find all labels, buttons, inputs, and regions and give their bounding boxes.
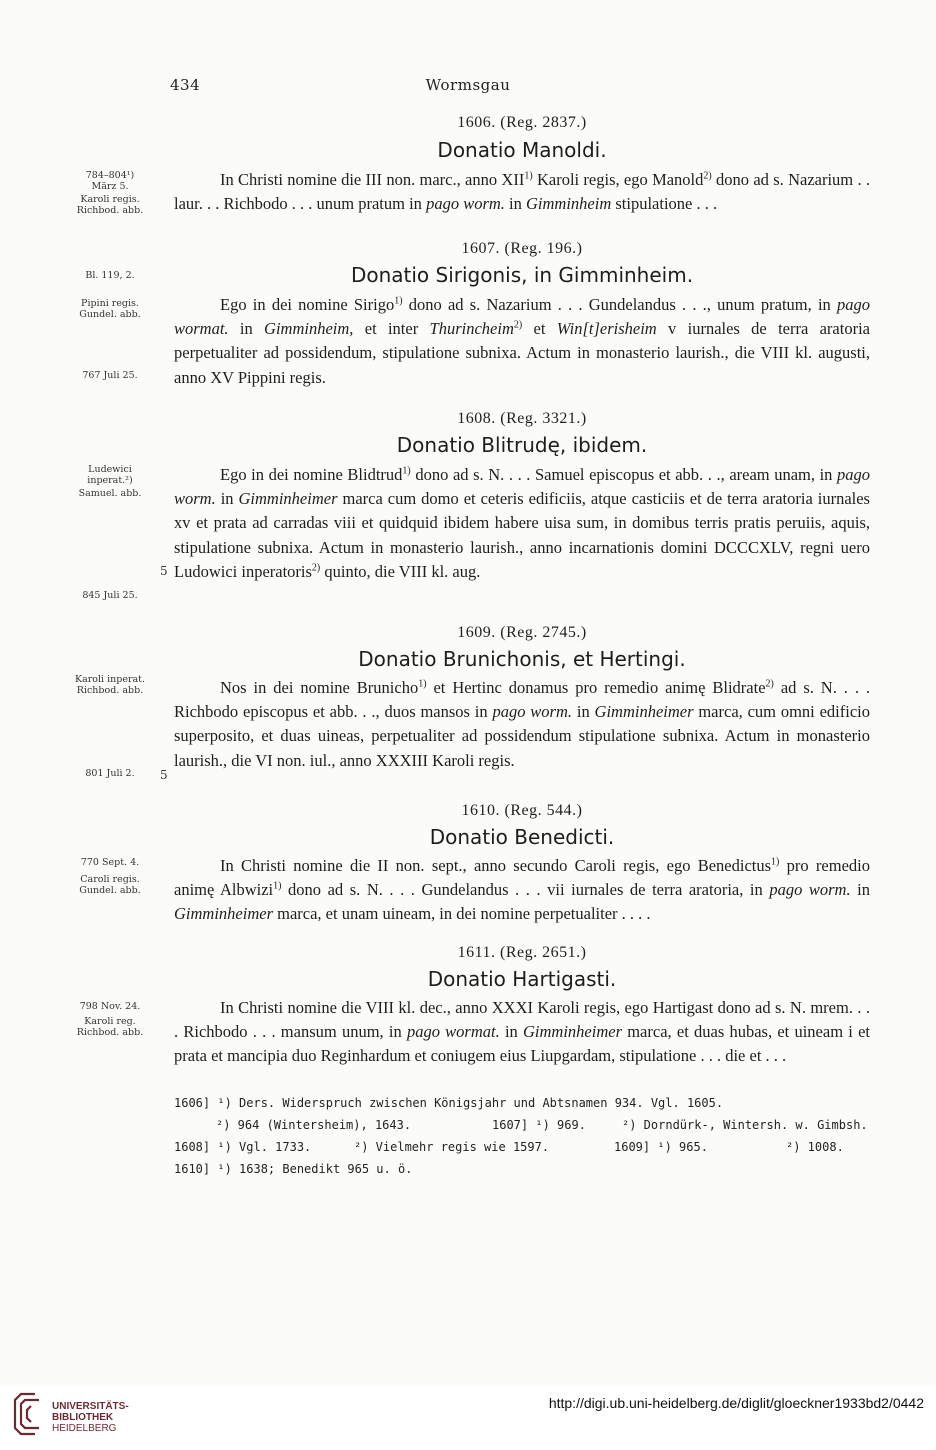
page-number: 434 (170, 76, 201, 94)
footnote-1608-2: ²) Vielmehr regis wie 1597. (354, 1140, 550, 1154)
footnote-1606-1: 1606] ¹) Ders. Widerspruch zwischen Königsjahr und Abtsnamen 934. Vgl. 1605. (174, 1096, 724, 1110)
margin-date-1609: 801 Juli 2. (85, 768, 135, 779)
entry-reg-1610: 1610. (Reg. 544.) (461, 802, 583, 819)
entry-title-1609: Donatio Brunichonis, et Hertingi. (358, 647, 686, 671)
footnote-1606-2: ²) 964 (Wintersheim), 1643. (216, 1118, 412, 1132)
entry-reg-1607: 1607. (Reg. 196.) (461, 240, 583, 257)
running-title: Wormsgau (425, 76, 511, 94)
entry-title-1610: Donatio Benedicti. (429, 825, 615, 849)
margin-note-1609: Karoli inperat. Richbod. abb. (74, 674, 146, 696)
entry-title-1608: Donatio Blitrudę, ibidem. (396, 433, 648, 457)
footnotes (174, 1092, 874, 1192)
footnote-1609-1: 1609] ¹) 965. (614, 1140, 708, 1154)
entry-text-1611: In Christi nomine die VIII kl. dec., anno XXXI Karoli regis, ego Hartigast dono ad s. N. mrem. . . . Richbodo . . . mansum unum, in pago wormat. in Gimminheimer marca, et duas hubas, et uineam i et prata et mancipia duo Reginhardum et coniugem eius Liupgardam, stipulatione . . . die et . . . (174, 998, 870, 1066)
entry-text-1608: Ego in dei nomine Blidtrud$^{1)}$ dono ad s. N. . . . Samuel episcopus et abb. . ., aream unam, in pago worm. in Gimminheimer marca cum domo et ceteris edificiis, atque casticiis et de terra aratoria iurnales xv et prata ad carradas viii et quidquid ibidem habere uisa sum, in domibus terris pratis peruiis, aquis, stipulatione subnixa. Actum in monasterio laurish., anno incarnationis domini DCCCXLV, regni uero Ludowici inperatoris$^{2)}$ quinto, die VIII kl. aug. (174, 465, 870, 581)
margin-note-1610: 770 Sept. 4. Caroli regis. Gundel. abb. (79, 857, 141, 896)
entry-reg-1611: 1611. (Reg. 2651.) (457, 944, 587, 961)
margin-note-1607: Pipini regis. Gundel. abb. (79, 298, 141, 320)
margin-note-1608: Ludewici inperat.²) Samuel. abb. (78, 464, 142, 499)
footnote-1607-1: 1607] ¹) 969. (492, 1118, 586, 1132)
footnote-1608-1: 1608] ¹) Vgl. 1733. (174, 1140, 312, 1154)
margin-note-1606: 784–804¹) März 5. Karoli regis. Richbod. abb. (76, 170, 144, 216)
footnote-1607-2: ²) Dorndürk-, Wintersh. w. Gimbsh. (622, 1118, 868, 1132)
library-name: UNIVERSITÄTS- BIBLIOTHEK HEIDELBERG (52, 1401, 129, 1434)
entry-reg-1606: 1606. (Reg. 2837.) (457, 114, 587, 131)
footnote-1610-1: 1610] ¹) 1638; Benedikt 965 u. ö. (174, 1162, 413, 1176)
entry-title-1607: Donatio Sirigonis, in Gimminheim. (350, 263, 694, 287)
entry-title-1606: Donatio Manoldi. (437, 138, 607, 162)
entry-reg-1609: 1609. (Reg. 2745.) (457, 624, 587, 641)
line-number-1608: 5 (160, 564, 168, 578)
entry-text-1609: Nos in dei nomine Brunicho$^{1)}$ et Hertinc donamus pro remedio animę Blidrate$^{2)}$ ad s. N. . . . Richbodo episcopus et abb. . ., duos mansos in pago worm. in Gimminheimer marca, cum omni edificio superposito, et duas uineas, perpetualiter ad possidendum stipulatione subnixa. Actum in monasterio laurish., die VI non. iul., anno XXXIII Karoli regis. (174, 678, 871, 770)
margin-date-1607: 767 Juli 25. (82, 370, 138, 381)
entry-text-1607: Ego in dei nomine Sirigo$^{1)}$ dono ad s. Nazarium . . . Gundelandus . . ., unum pratum, in pago wormat. in Gimminheim, et inter Thurincheim$^{2)}$ et Win[t]erisheim v iurnales de terra aratoria perpetualiter ad possidendum, stipulatione subnixa. Actum in monasterio laurish., die VIII kl. augusti, anno XV Pippini regis. (174, 295, 870, 387)
footnote-1609-2: ²) 1008. (786, 1140, 844, 1154)
entry-text-1610: In Christi nomine die II non. sept., anno secundo Caroli regis, ego Benedictus$^{1)}$ pro remedio animę Albwizi$^{1)}$ dono ad s. N. . . . Gundelandus . . . vii iurnales de terra aratoria, in pago worm. in Gimminheimer marca, et unam uineam, in dei nomine perpetualiter . . . . (174, 856, 870, 924)
margin-date-1608: 845 Juli 25. (82, 590, 138, 601)
margin-note-1607-bl: Bl. 119, 2. (85, 270, 135, 281)
library-logo-icon (13, 1392, 43, 1436)
margin-note-1611: 798 Nov. 24. Karoli reg. Richbod. abb. (76, 1001, 144, 1038)
source-url-link[interactable]: http://digi.ub.uni-heidelberg.de/diglit/gloeckner1933bd2/0442 (548, 1395, 924, 1411)
entry-reg-1608: 1608. (Reg. 3321.) (457, 410, 587, 427)
entry-title-1611: Donatio Hartigasti. (427, 967, 617, 991)
line-number-1609: 5 (160, 768, 168, 782)
entry-text-1606: In Christi nomine die III non. marc., anno XII$^{1)}$ Karoli regis, ego Manold$^{2)}$ dono ad s. Nazarium . . laur. . . Richbodo . . . unum pratum in pago worm. in Gimminheim stipulatione . . . (174, 170, 870, 214)
